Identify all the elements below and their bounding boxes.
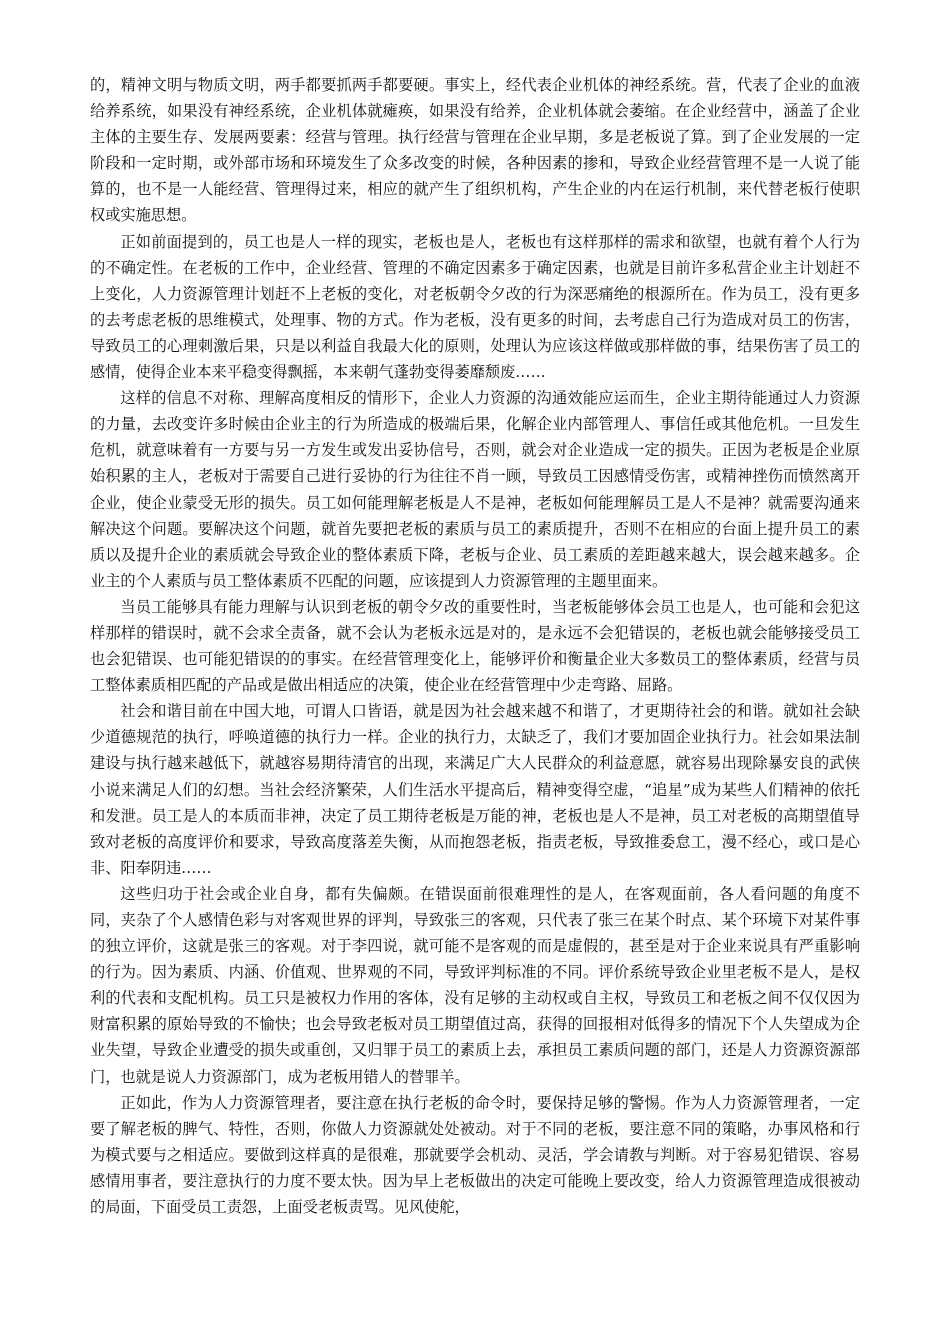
paragraph-5: 社会和谐目前在中国大地，可谓人口皆语，就是因为社会越来越不和谐了，才更期待社会的和谐。就如社会缺少道德规范的执行，呼唤道德的执行力一样。企业的执行力，太缺乏了，我们才要加固企业执行力。社会如果法制建设与执行越来越低下，就越容易期待清官的出现，来满足广大人民群众的利益意愿，就容易出现除暴安良的武侠小说来满足人们的幻想。当社会经济繁荣，人们生活水平提高后，精神变得空虚，“追星”成为某些人们精神的依托和发泄。员工是人的本质而非神，决定了员工期待老板是万能的神，老板也是人不是神，员工对老板的高期望值导致对老板的高度评价和要求，导致高度落差失衡，从而抱怨老板，指责老板，导致推委怠工，漫不经心，或口是心非、阳奉阴违…… [90, 702, 860, 877]
paragraph-6: 这些归功于社会或企业自身，都有失偏颇。在错误面前很难理性的是人，在客观面前，各人看问题的角度不同，夹杂了个人感情色彩与对客观世界的评判，导致张三的客观，只代表了张三在某个时点、某个环境下对某件事的独立评价，这就是张三的客观。对于李四说，就可能不是客观的而是虚假的，甚至是对于企业来说具有严重影响的行为。因为素质、内涵、价值观、世界观的不同，导致评判标准的不同。评价系统导致企业里老板不是人，是权利的代表和支配机构。员工只是被权力作用的客体，没有足够的主动权或自主权，导致员工和老板之间不仅仅因为财富积累的原始导致的不愉快；也会导致老板对员工期望值过高，获得的回报相对低得多的情况下个人失望成为企业失望，导致企业遭受的损失或重创，又归罪于员工的素质上去，承担员工素质问题的部门，还是人力资源资源部门，也就是说人力资源部门，成为老板用错人的替罪羊。 [90, 884, 860, 1086]
paragraph-7: 正如此，作为人力资源管理者，要注意在执行老板的命令时，要保持足够的警惕。作为人力资源管理者，一定要了解老板的脾气、特性，否则，你做人力资源就处处被动。对于不同的老板，要注意不同的策略，办事风格和行为模式要与之相适应。要做到这样真的是很难，那就要学会机动、灵活，学会请教与判断。对于容易犯错误、容易感情用事者，要注意执行的力度不要太快。因为早上老板做出的决定可能晚上要改变，给人力资源管理造成很被动的局面，下面受员工责怨，上面受老板责骂。见风使舵， [90, 1093, 860, 1217]
paragraph-1: 的，精神文明与物质文明，两手都要抓两手都要硬。事实上，经代表企业机体的神经系统。营，代表了企业的血液给养系统，如果没有神经系统，企业机体就瘫痪，如果没有给养，企业机体就会萎缩。在企业经营中，涵盖了企业主体的主要生存、发展两要素：经营与管理。执行经营与管理在企业早期，多是老板说了算。到了企业发展的一定阶段和一定时期，或外部市场和环境发生了众多改变的时候，各种因素的掺和，导致企业经营管理不是一人说了能算的，也不是一人能经营、管理得过来，相应的就产生了组织机构，产生企业的内在运行机制，来代替老板行使职权或实施思想。 [90, 76, 860, 225]
paragraph-4: 当员工能够具有能力理解与认识到老板的朝令夕改的重要性时，当老板能够体会员工也是人，也可能和会犯这样那样的错误时，就不会求全责备，就不会认为老板永远是对的，是永远不会犯错误的，老板也就会能够接受员工也会犯错误、也可能犯错误的的事实。在经营管理变化上，能够评价和衡量企业大多数员工的整体素质，经营与员工整体素质相匹配的产品或是做出相适应的决策，使企业在经营管理中少走弯路、屈路。 [90, 597, 860, 695]
paragraph-2: 正如前面提到的，员工也是人一样的现实，老板也是人，老板也有这样那样的需求和欲望，也就有着个人行为的不确定性。在老板的工作中，企业经营、管理的不确定因素多于确定因素，也就是目前许多私营企业主计划赶不上变化，人力资源管理计划赶不上老板的变化，对老板朝令夕改的行为深恶痛绝的根源所在。作为员工，没有更多的去考虑老板的思维模式，处理事、物的方式。作为老板，没有更多的时间，去考虑自己行为造成对员工的伤害，导致员工的心理刺激后果，只是以利益自我最大化的原则，处理认为应该这样做或那样做的事，结果伤害了员工的感情，使得企业本来平稳变得飘摇，本来朝气蓬勃变得萎靡颓废…… [90, 232, 860, 382]
document-body [90, 72, 860, 1220]
paragraph-3: 这样的信息不对称、理解高度相反的情形下，企业人力资源的沟通效能应运而生，企业主期待能通过人力资源的力量，去改变许多时候由企业主的行为所造成的极端后果，化解企业内部管理人、事信任或其他危机。一旦发生危机，就意味着有一方要与另一方发生或发出妥协信号，否则，就会对企业造成一定的损失。正因为老板是企业原始积累的主人，老板对于需要自己进行妥协的行为往往不肖一顾，导致员工因感情受伤害，或精神挫伤而愤然离开企业，使企业蒙受无形的损失。员工如何能理解老板是人不是神，老板如何能理解员工是人不是神？就需要沟通来解决这个问题。要解决这个问题，就首先要把老板的素质与员工的素质提升，否则不在相应的台面上提升员工的素质以及提升企业的素质就会导致企业的整体素质下降，老板与企业、员工素质的差距越来越大，误会越来越多。企业主的个人素质与员工整体素质不匹配的问题，应该提到人力资源管理的主题里面来。 [90, 389, 860, 590]
